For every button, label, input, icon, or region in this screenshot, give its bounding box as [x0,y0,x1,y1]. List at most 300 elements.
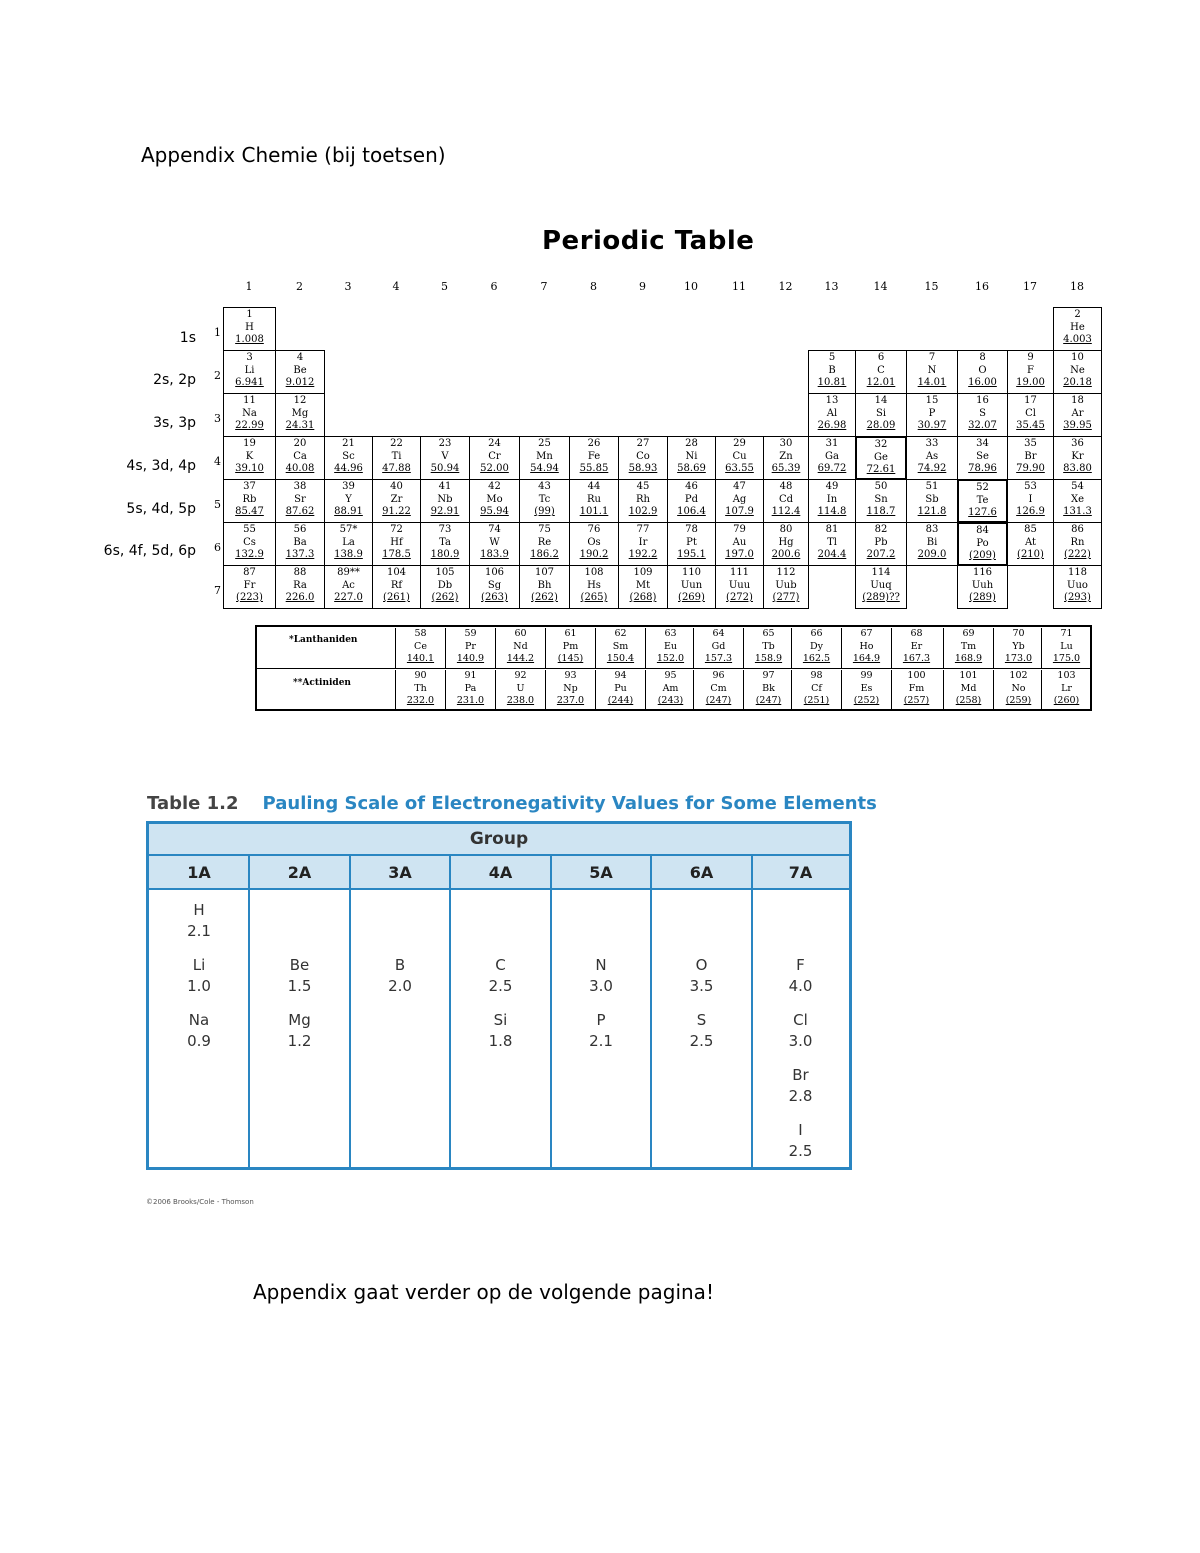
atomic-number: 15 [925,395,939,406]
element-symbol: Ba [293,536,307,548]
atomic-number: 81 [825,524,839,535]
f-element-cell-np [545,670,595,711]
element-cell-o [957,350,1008,394]
atomic-number: 101 [959,670,978,681]
element-cell-po [957,522,1008,566]
f-element-cell-sm [595,628,645,669]
element-cell-in [808,479,856,523]
atomic-number: 107 [534,567,555,578]
element-cell-tc [519,479,570,523]
atomic-mass: 1.008 [235,334,264,345]
atomic-mass: (272) [726,592,753,603]
element-symbol: Be [293,364,307,376]
atomic-mass: 106.4 [677,506,706,517]
atomic-mass: 79.90 [1016,463,1045,474]
element-symbol: Yb [1012,640,1025,652]
atomic-number: 59 [464,628,477,639]
atomic-number: 98 [810,670,823,681]
electronegativity-value: 4.0 [788,977,813,995]
electronegativity-value: 3.5 [689,977,714,995]
atomic-number: 10 [1071,352,1084,363]
element-symbol: Xe [1070,493,1085,505]
atomic-number: 94 [614,670,627,681]
element-cell-os [569,522,619,566]
atomic-number: 20 [293,438,307,449]
element-cell-hg [763,522,809,566]
atomic-mass: 127.6 [968,507,997,518]
atomic-number: 70 [1012,628,1025,639]
element-symbol: Au [732,536,747,548]
atomic-number: 93 [564,670,577,681]
element-symbol: Cd [778,493,794,505]
atomic-number: 21 [342,438,355,449]
element-symbol: Hg [778,536,794,548]
element-symbol: Sm [612,640,629,652]
element-cell-cu [715,436,764,480]
atomic-number: 48 [779,481,793,492]
element-symbol: Fe [587,450,601,462]
element-cell-b [808,350,856,394]
atomic-mass: 192.2 [628,549,658,560]
element-symbol: C [495,956,506,974]
element-symbol: Y [345,493,352,505]
element-symbol: Ni [685,450,698,462]
element-symbol: W [489,536,500,548]
atomic-number: 12 [293,395,307,406]
electronegativity-value: 1.0 [187,977,211,995]
element-cell-mt [618,565,668,609]
atomic-mass: (145) [557,653,584,664]
atomic-number: 76 [587,524,601,535]
element-cell-te [957,479,1008,523]
atomic-mass: 30.97 [917,420,947,431]
element-symbol: Mo [486,493,503,505]
group-number-label: 2 [296,280,303,293]
element-symbol: Cm [710,682,727,694]
atomic-number: 60 [514,628,527,639]
atomic-mass: 112.4 [771,506,801,517]
element-symbol: Ta [439,536,451,548]
atomic-number: 118 [1067,567,1088,578]
element-symbol: H [245,321,254,333]
element-symbol: Kr [1071,450,1084,462]
atomic-number: 91 [464,670,477,681]
element-symbol: Re [537,536,552,548]
atomic-mass: 150.4 [606,653,635,664]
atomic-number: 109 [633,567,653,578]
electronegativity-entry [249,1010,350,1052]
element-symbol: K [245,450,254,462]
element-cell-rf [372,565,421,609]
element-cell-uub [763,565,809,609]
atomic-mass: 32.07 [968,420,997,431]
element-cell-ba [275,522,325,566]
atomic-number: 5 [828,352,836,363]
element-cell-v [420,436,470,480]
element-symbol: Ga [825,450,839,462]
element-symbol: Bh [537,579,552,591]
group-number-label: 11 [732,280,746,293]
electronegativity-entry [149,955,249,997]
element-cell-s [957,393,1008,437]
element-cell-bh [519,565,570,609]
element-cell-ir [618,522,668,566]
element-cell-rn [1053,522,1102,566]
atomic-number: 38 [293,481,307,492]
atomic-number: 16 [976,395,989,406]
atomic-mass: (289)?? [862,592,900,603]
atomic-number: 44 [587,481,601,492]
element-symbol: Uuq [870,579,892,591]
element-cell-p [906,393,958,437]
atomic-mass: 88.91 [334,506,363,517]
element-cell-uuo [1053,565,1102,609]
element-symbol: Uuo [1067,579,1088,591]
element-cell-re [519,522,570,566]
atomic-number: 102 [1009,670,1028,681]
element-symbol: Lu [1060,640,1073,652]
atomic-mass: 121.8 [917,506,947,517]
electronegativity-entry [249,955,350,997]
element-symbol: F [1027,364,1034,376]
element-cell-ar [1053,393,1102,437]
atomic-mass: 91.22 [382,506,411,517]
element-cell-nb [420,479,470,523]
electronegativity-entry [149,900,249,942]
group-number-label: 16 [975,280,989,293]
element-symbol: Dy [810,640,823,652]
element-symbol: Po [976,537,989,549]
group-number-label: 17 [1023,280,1037,293]
atomic-mass: 186.2 [530,549,559,560]
atomic-number: 114 [871,567,891,578]
group-number-label: 18 [1070,280,1084,293]
atomic-mass: 69.72 [817,463,847,474]
element-symbol: Th [414,682,427,694]
atomic-number: 105 [435,567,455,578]
element-symbol: Cu [732,450,747,462]
atomic-number: 3 [246,352,253,363]
atomic-number: 43 [538,481,551,492]
atomic-number: 37 [243,481,256,492]
electronegativity-caption [147,793,877,814]
element-cell-bi [906,522,958,566]
element-cell-cs [223,522,276,566]
electronegativity-table [146,821,852,1170]
element-cell-as [906,436,958,480]
electronegativity-entry [752,1010,849,1052]
element-symbol: Pb [874,536,888,548]
atomic-mass: 231.0 [456,695,485,706]
f-element-cell-pu [595,670,645,711]
electronegativity-value: 2.1 [187,922,211,940]
atomic-number: 83 [925,524,939,535]
element-symbol: I [798,1121,803,1139]
element-symbol: B [394,956,406,974]
orbital-label: 4s, 3d, 4p [126,458,196,474]
element-symbol: Pm [562,640,579,652]
atomic-mass: 157.3 [704,653,733,664]
atomic-mass: 107.9 [725,506,754,517]
atomic-mass: 173.0 [1004,653,1033,664]
electronegativity-value: 2.1 [589,1032,613,1050]
atomic-mass: (257) [903,695,930,706]
element-cell-pd [667,479,716,523]
atomic-mass: 83.80 [1063,463,1092,474]
atomic-mass: 178.5 [382,549,411,560]
atomic-mass: (244) [607,695,634,706]
element-symbol: Db [437,579,453,591]
f-element-cell-er [891,628,941,669]
atomic-mass: 131.3 [1063,506,1092,517]
atomic-mass: 226.0 [285,592,315,603]
element-symbol: Mn [536,450,553,462]
atomic-number: 66 [810,628,823,639]
element-symbol: Ho [859,640,874,652]
element-cell-ge [855,436,907,480]
atomic-number: 42 [488,481,501,492]
atomic-mass: (269) [678,592,705,603]
element-symbol: Np [563,682,578,694]
group-number-label: 7 [540,280,548,293]
atomic-mass: 26.98 [817,420,847,431]
element-symbol: Cf [811,682,822,694]
atomic-number: 75 [538,524,551,535]
atomic-mass: 197.0 [725,549,754,560]
atomic-number: 39 [342,481,355,492]
f-element-cell-no [993,670,1043,711]
f-element-cell-ce [395,628,445,669]
group-column-values [249,892,350,1167]
atomic-mass: (289) [969,592,996,603]
atomic-mass: 92.91 [430,506,460,517]
electronegativity-entry [551,955,651,997]
element-symbol: Tb [762,640,775,652]
atomic-number: 56 [293,524,307,535]
element-cell-hf [372,522,421,566]
atomic-mass: 168.9 [954,653,983,664]
atomic-mass: (263) [481,592,508,603]
element-cell-i [1007,479,1054,523]
atomic-mass: (247) [755,695,782,706]
atomic-number: 6 [877,352,885,363]
atomic-mass: (222) [1064,549,1091,560]
electronegativity-value: 2.5 [788,1142,813,1160]
element-symbol: Pt [686,536,697,548]
element-symbol: No [1011,682,1026,694]
element-symbol: Sr [294,493,306,505]
element-symbol: Eu [663,640,678,652]
element-symbol: Be [289,956,310,974]
f-element-cell-pr [445,628,495,669]
element-cell-y [324,479,373,523]
atomic-number: 79 [733,524,746,535]
electronegativity-value: 2.5 [488,977,513,995]
element-cell-mo [469,479,520,523]
atomic-number: 84 [976,525,989,536]
element-cell-mg [275,393,325,437]
element-symbol: Rn [1070,536,1085,548]
atomic-number: 11 [243,395,256,406]
atomic-number: 36 [1071,438,1084,449]
orbital-label: 2s, 2p [153,372,196,388]
copyright-note: ©2006 Brooks/Cole - Thomson [146,1198,254,1206]
electronegativity-value: 0.9 [187,1032,211,1050]
element-cell-n [906,350,958,394]
element-cell-ti [372,436,421,480]
atomic-mass: 63.55 [725,463,754,474]
element-symbol: Am [662,682,679,694]
lanthanides-label: *Lanthaniden [289,635,358,645]
element-cell-hs [569,565,619,609]
f-element-cell-cf [791,670,841,711]
element-symbol: Er [910,640,923,652]
element-symbol: Pu [614,682,627,694]
element-symbol: Cl [793,1011,808,1029]
atomic-mass: 158.9 [754,653,783,664]
element-symbol: Sc [342,450,355,462]
group-number-label: 14 [873,280,888,293]
atomic-mass: 209.0 [917,549,947,560]
f-element-cell-eu [645,628,695,669]
element-cell-la [324,522,373,566]
element-cell-uuq [855,565,907,609]
atomic-mass: 167.3 [902,653,931,664]
element-symbol: Si [875,407,887,419]
atomic-mass: 52.00 [480,463,509,474]
atomic-mass: (259) [1005,695,1032,706]
element-cell-co [618,436,668,480]
atomic-number: 29 [733,438,746,449]
f-element-cell-pm [545,628,595,669]
atomic-number: 77 [636,524,650,535]
atomic-number: 31 [825,438,839,449]
atomic-number: 18 [1071,395,1084,406]
atomic-number: 112 [776,567,796,578]
element-symbol: Fr [243,579,256,591]
element-symbol: Li [244,364,255,376]
atomic-number: 49 [825,481,839,492]
element-symbol: Se [976,450,989,462]
element-cell-ga [808,436,856,480]
atomic-mass: 101.1 [579,506,609,517]
atomic-number: 1 [246,309,253,320]
atomic-number: 41 [438,481,452,492]
atomic-mass: (277) [772,592,800,603]
group-number-label: 13 [824,280,839,293]
footer-note: Appendix gaat verder op de volgende pagina! [253,1280,714,1304]
element-symbol: Ne [1070,364,1085,376]
atomic-mass: 95.94 [480,506,509,517]
atomic-number: 26 [587,438,601,449]
atomic-number: 61 [564,628,577,639]
period-number-label: 4 [214,455,221,468]
atomic-mass: 137.3 [285,549,315,560]
element-cell-zr [372,479,421,523]
element-symbol: Tc [538,493,551,505]
group-column-values [651,892,752,1167]
atomic-mass: 20.18 [1063,377,1092,388]
group-column-header: 3A [350,856,450,890]
atomic-number: 80 [779,524,793,535]
element-cell-fe [569,436,619,480]
atomic-mass: (293) [1064,592,1091,603]
atomic-mass: (251) [803,695,830,706]
atomic-number: 57* [339,524,358,535]
atomic-mass: 227.0 [334,592,363,603]
atomic-mass: 140.1 [406,653,435,664]
f-element-cell-pa [445,670,495,711]
atomic-number: 54 [1071,481,1084,492]
element-symbol: P [596,1011,606,1029]
element-symbol: Es [860,682,873,694]
atomic-number: 96 [712,670,725,681]
element-symbol: P [928,407,936,419]
f-element-cell-lr [1041,670,1091,711]
f-element-cell-nd [495,628,545,669]
atomic-number: 90 [414,670,427,681]
atomic-mass: 24.31 [285,420,315,431]
atomic-mass: 180.9 [430,549,460,560]
atomic-mass: 87.62 [285,506,315,517]
element-cell-ag [715,479,764,523]
element-cell-ra [275,565,325,609]
period-number-label: 1 [214,326,221,339]
element-symbol: Cr [488,450,501,462]
element-cell-au [715,522,764,566]
f-element-cell-am [645,670,695,711]
element-cell-si [855,393,907,437]
element-symbol: Ge [874,451,888,463]
element-symbol: Zn [779,450,793,462]
element-symbol: Hs [587,579,601,591]
f-element-cell-gd [693,628,743,669]
element-symbol: Uun [680,579,703,591]
atomic-mass: (210) [1017,549,1044,560]
atomic-mass: 207.2 [866,549,896,560]
f-element-cell-lu [1041,628,1091,669]
atomic-mass: 144.2 [506,653,535,664]
element-cell-f [1007,350,1054,394]
element-cell-tl [808,522,856,566]
atomic-number: 53 [1024,481,1037,492]
group-number-label: 8 [590,280,597,293]
element-symbol: Uuh [971,579,994,591]
atomic-mass: 190.2 [579,549,609,560]
element-symbol: Ir [638,536,648,548]
page-heading: Appendix Chemie (bij toetsen) [141,143,446,167]
atomic-mass: 238.0 [506,695,535,706]
atomic-mass: 54.94 [530,463,559,474]
element-symbol: C [877,364,885,376]
atomic-number: 65 [762,628,775,639]
atomic-number: 69 [962,628,975,639]
element-symbol: Cs [243,536,256,548]
element-cell-sg [469,565,520,609]
atomic-mass: 47.88 [382,463,411,474]
atomic-number: 23 [438,438,452,449]
element-symbol: Md [960,682,977,694]
atomic-mass: 183.9 [480,549,509,560]
f-block-table [255,625,1092,711]
group-column-header: 6A [651,856,752,890]
period-number-label: 6 [214,541,221,554]
element-symbol: Co [636,450,650,462]
electronegativity-value: 1.8 [488,1032,513,1050]
element-symbol: Sb [925,493,939,505]
element-cell-w [469,522,520,566]
atomic-number: 104 [386,567,407,578]
